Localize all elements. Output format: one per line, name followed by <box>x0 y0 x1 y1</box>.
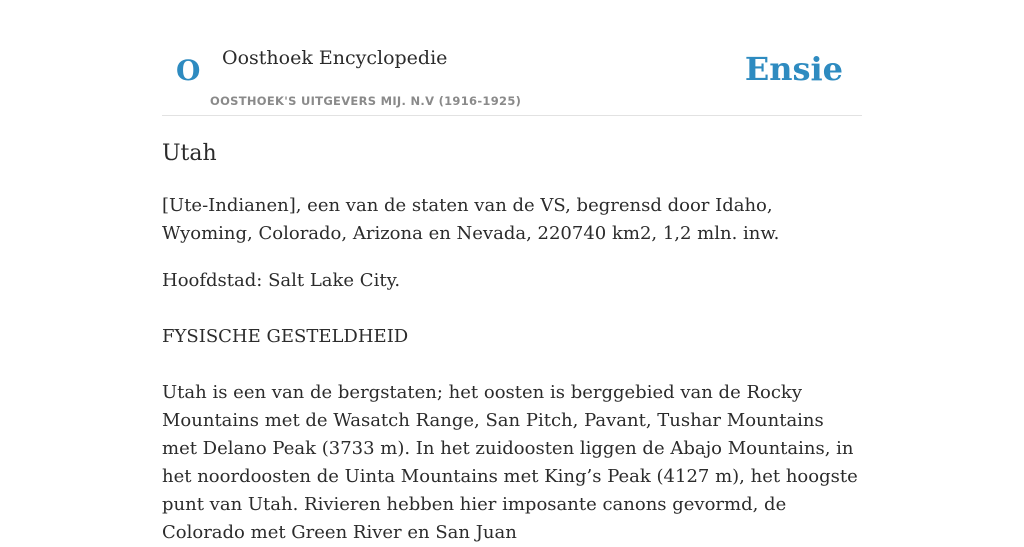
publication-header <box>162 0 862 116</box>
article-paragraph-capital: Hoofdstad: Salt Lake City. <box>162 270 401 291</box>
publication-subtitle: OOSTHOEK'S UITGEVERS MIJ. N.V (1916-1925) <box>210 94 522 108</box>
publication-title[interactable]: Oosthoek Encyclopedie <box>222 47 448 69</box>
article-paragraph-geography: Utah is een van de bergstaten; het oosten is berggebied van de Rocky Mountains met de Wasatch Range, San Pitch, Pavant, Tushar Mountains met Delano Peak (3733 m). In het zuidoosten liggen de Abajo Mountains, in het noordoosten de Uinta Mountains met King’s Peak (4127 m), het hoogste punt van Utah. Rivieren hebben hier imposante canons gevormd, de Colorado met Green River en San Juan <box>162 382 858 543</box>
section-heading: FYSISCHE GESTELDHEID <box>162 326 409 347</box>
ensie-logo-link[interactable]: Ensie <box>744 50 843 88</box>
article-paragraph-intro: [Ute-Indianen], een van de staten van de VS, begrensd door Idaho, Wyoming, Colorado, Arizona en Nevada, 220740 km2, 1,2 mln. inw. <box>162 195 780 244</box>
article-title: Utah <box>162 141 217 166</box>
publication-logo[interactable]: O <box>176 54 201 87</box>
content-container <box>162 0 862 543</box>
